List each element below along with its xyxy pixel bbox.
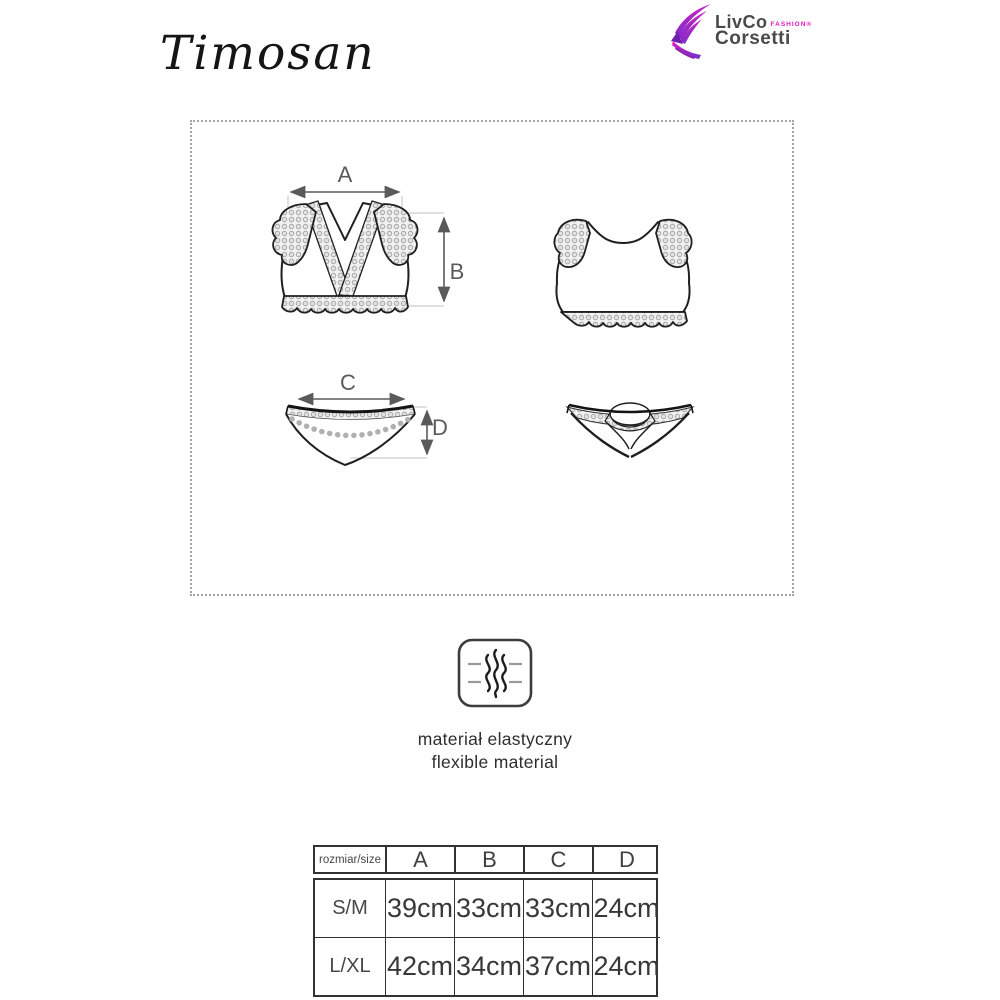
value-lxl-c: 37cm <box>523 937 592 995</box>
material-caption-en: flexible material <box>431 752 559 773</box>
material-caption <box>340 728 650 774</box>
garment-top-back <box>554 220 691 327</box>
size-table <box>313 845 658 997</box>
value-sm-c: 33cm <box>523 880 592 937</box>
value-lxl-b: 34cm <box>454 937 523 995</box>
garment-panties-front <box>286 406 415 465</box>
material-caption-pl: materiał elastyczny <box>417 729 573 749</box>
measure-label-b: B <box>449 259 465 284</box>
header-col-d: D <box>592 847 660 873</box>
garment-top-front <box>273 201 418 313</box>
brand-fashion-tag: FASHION® <box>770 20 813 28</box>
brand-logo <box>668 2 828 64</box>
row-size-lxl: L/XL <box>315 937 385 995</box>
elastic-material-icon <box>455 636 535 712</box>
header-col-b: B <box>454 847 523 873</box>
value-lxl-d: 24cm <box>592 937 660 995</box>
sketch-top-back <box>550 195 710 330</box>
brand-name-livco: LivCo <box>715 12 768 32</box>
measure-label-a: A <box>337 162 353 187</box>
sketch-panties-front <box>268 362 458 477</box>
value-sm-d: 24cm <box>592 880 660 937</box>
brand-wing-icon <box>668 3 714 61</box>
header-col-c: C <box>523 847 592 873</box>
size-table-body <box>313 878 658 997</box>
brand-name-corsetti: Corsetti <box>715 28 791 49</box>
value-lxl-a: 42cm <box>385 937 454 995</box>
size-table-header <box>313 845 658 874</box>
measure-label-d: D <box>432 415 448 440</box>
value-sm-a: 39cm <box>385 880 454 937</box>
header-col-a: A <box>385 847 454 873</box>
value-sm-b: 33cm <box>454 880 523 937</box>
product-title: Timosan <box>160 26 376 81</box>
row-size-sm: S/M <box>332 897 368 919</box>
garment-panties-back <box>567 403 693 457</box>
sketch-top-front <box>260 160 470 335</box>
header-rozmiar-size: rozmiar/size <box>319 854 381 866</box>
sketch-panties-back <box>555 385 715 475</box>
measure-label-c: C <box>340 370 356 395</box>
